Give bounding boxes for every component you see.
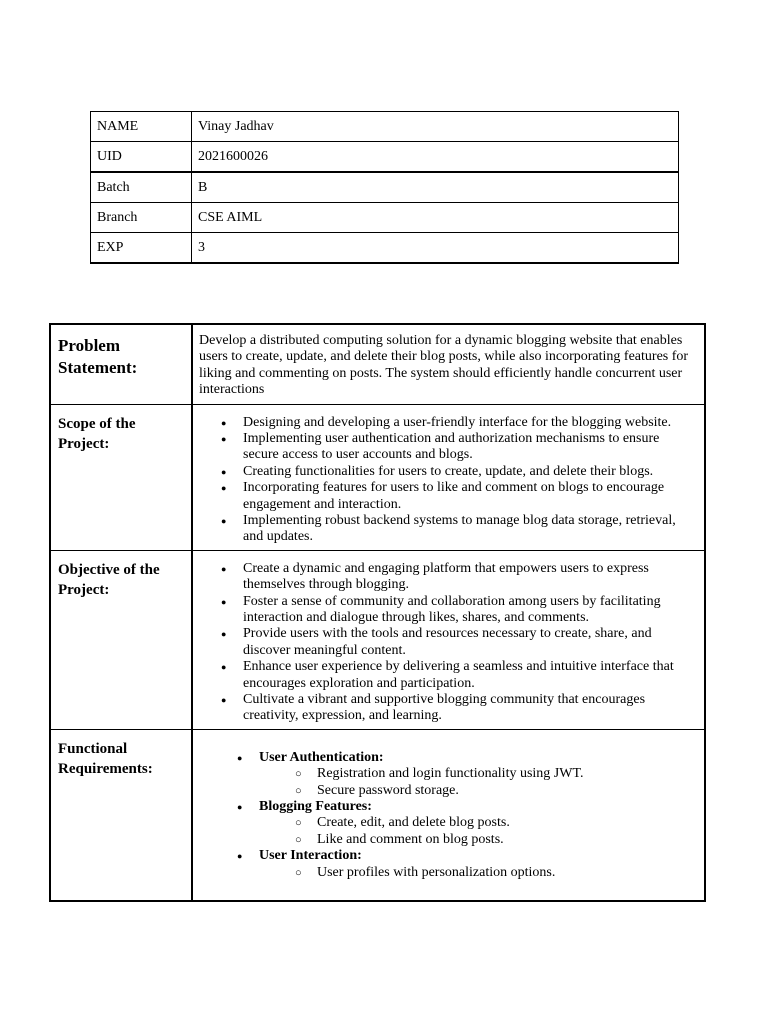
info-value: B (192, 172, 679, 203)
problem-statement-row (50, 324, 705, 404)
objective-row (50, 550, 705, 729)
scope-row (50, 404, 705, 550)
info-row-name (91, 112, 679, 142)
requirement-group-title: Blogging Features: (259, 799, 372, 815)
requirement-group (259, 750, 696, 799)
info-key: EXP (91, 233, 192, 264)
functional-requirements-list (199, 750, 696, 881)
list-item: ○ User profiles with personalization options. (317, 865, 696, 881)
list-item: ● Enhance user experience by delivering a seamless and intuitive interface that encourages exploration and participation. (243, 659, 696, 692)
info-row-uid (91, 142, 679, 173)
list-item: ● Creating functionalities for users to create, update, and delete their blogs. (243, 464, 696, 480)
info-value: Vinay Jadhav (192, 112, 679, 142)
info-value: 2021600026 (192, 142, 679, 173)
list-item: ● Implementing robust backend systems to manage blog data storage, retrieval, and updates. (243, 513, 696, 546)
info-key: NAME (91, 112, 192, 142)
scope-list (199, 415, 696, 546)
info-row-exp (91, 233, 679, 264)
list-item: ○ Create, edit, and delete blog posts. (317, 815, 696, 831)
info-key: Branch (91, 203, 192, 233)
requirement-sublist (259, 766, 696, 799)
functional-requirements-label: Functional Requirements: (50, 729, 192, 901)
info-key: UID (91, 142, 192, 173)
project-details-table (49, 323, 706, 902)
objective-content (192, 550, 705, 729)
student-info-table (90, 111, 679, 264)
list-item: ● Cultivate a vibrant and supportive blogging community that encourages creativity, expression, and learning. (243, 692, 696, 725)
functional-requirements-content (192, 729, 705, 901)
list-item: ● Incorporating features for users to like and comment on blogs to encourage engagement and interaction. (243, 480, 696, 513)
requirement-sublist (259, 815, 696, 848)
list-item: ○ Registration and login functionality using JWT. (317, 766, 696, 782)
objective-label: Objective of the Project: (50, 550, 192, 729)
list-item: ● Create a dynamic and engaging platform that empowers users to express themselves through blogging. (243, 561, 696, 594)
requirement-sublist (259, 865, 696, 881)
list-item: ● Implementing user authentication and authorization mechanisms to ensure secure access to user accounts and blogs. (243, 431, 696, 464)
list-item: ● Provide users with the tools and resources necessary to create, share, and discover meaningful content. (243, 626, 696, 659)
info-row-branch (91, 203, 679, 233)
objective-list (199, 561, 696, 725)
requirement-group-title: User Authentication: (259, 749, 384, 765)
requirement-group (259, 848, 696, 881)
problem-statement-label: Problem Statement: (50, 324, 192, 404)
functional-requirements-row (50, 729, 705, 901)
info-row-batch (91, 172, 679, 203)
list-item: ○ Like and comment on blog posts. (317, 832, 696, 848)
list-item: ○ Secure password storage. (317, 783, 696, 799)
info-value: CSE AIML (192, 203, 679, 233)
info-key: Batch (91, 172, 192, 203)
info-value: 3 (192, 233, 679, 264)
problem-statement-text: Develop a distributed computing solution for a dynamic blogging website that enables users to create, update, and delete their blog posts, while also incorporating features for liking and commenting on posts. The system should efficiently handle concurrent user interactions (192, 324, 705, 404)
scope-label: Scope of the Project: (50, 404, 192, 550)
requirement-group (259, 799, 696, 848)
scope-content (192, 404, 705, 550)
list-item: ● Designing and developing a user-friendly interface for the blogging website. (243, 415, 696, 431)
requirement-group-title: User Interaction: (259, 848, 362, 864)
list-item: ● Foster a sense of community and collaboration among users by facilitating interaction and dialogue through likes, shares, and comments. (243, 594, 696, 627)
